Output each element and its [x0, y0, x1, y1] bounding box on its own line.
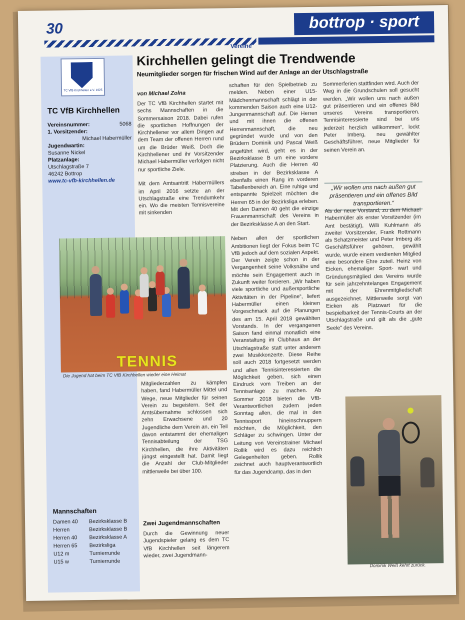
child-figure: [156, 271, 165, 295]
page-number: 30: [46, 20, 63, 38]
article-column-3: Sommerferien stattfinden wird. Auch der Weg in die Grundschulen soll gesucht werden. „Wir wollen uns nach außen gut präsentieren und ein offenes Bild unseres Vereins transportieren. Tennisinteressierte sind bei uns jederzeit herzlich willkommen“, lockt Peter Imberg, neu gewählter Geschäftsführer, neue Mitglieder für seinen Verein an.: [322, 80, 420, 154]
youth-label: Jugendwartin:: [47, 143, 85, 150]
article-author: von Michael Zolna: [137, 90, 186, 98]
team-row: U12 m Turnierrunde: [53, 550, 121, 558]
members-label: Vereinsnummer:: [47, 122, 90, 129]
pull-quote: „Wir wollen uns nach außen gut präsentieren und ein offenes Bild transportieren.“: [324, 181, 422, 210]
article-subtitle: Neumitglieder sorgen für frischen Wind auf der Anlage an der Utschlagstraße: [136, 68, 369, 79]
coach-figure: [177, 267, 190, 309]
club-details: [47, 121, 132, 185]
team-row: Herren 65 Bezirksliga: [53, 542, 116, 550]
team-row: Herren Bezirksklasse B: [53, 526, 128, 534]
section-label: Vereine: [230, 43, 252, 51]
team-row: Herren 40 Bezirksklasse A: [53, 534, 128, 542]
child-figure: [140, 273, 149, 297]
chair-label: 1. Vorsitzender:: [47, 129, 88, 136]
article-title: Kirchhellen gelingt die Trendwende: [136, 50, 356, 69]
photo-caption: Dominik Weiß kehrt zurück.: [369, 562, 426, 569]
article-column-1-end: Durch die Gewinnung neuer Jugendspieler gelang es dem TC VfB Kirchhellen seit längerem wieder, zwei Jugendmann-: [143, 530, 230, 560]
child-figure: [198, 290, 207, 314]
coach-figure: [90, 274, 103, 316]
article-column-3-continued: Als der neue Vorstand, zu dem Michael Habermüller als erster Vorsitzender (im Amt bestätigt), Willi Kuhlmann als zweiter Vorsitzender, Frank Rottmann als Schatzmeister und Peter Imberg als Geschäftsführer gehören, gewählt wurde, wurde einem verdienten Mitglied eine besondere Ehre zuteil. Heinz von Eicken, ehemaliger Sport- wart und Gründungsmitglied des Vereins wurde für sein jahrzehntelanges Engagement mit der Ehrenmitgliedschaft ausgezeichnet. Mittlerweile sorgt van Eicken als Platzwart für die bespielbarkeit der Tennis-Courts an der Utschlagstraße und gilt als die „gute Seele“ des Vereins.: [324, 207, 423, 332]
tennis-ball-icon: [407, 408, 413, 414]
tennis-ball-lettering: TENNIS: [116, 352, 178, 371]
address-label: Platzanlage:: [47, 157, 80, 164]
player-shorts: [378, 476, 400, 496]
youth-team-photo: [59, 236, 227, 372]
members-value: 5068: [119, 121, 132, 128]
child-figure: [162, 293, 171, 317]
chair-value: Michael Habermüller: [82, 135, 132, 143]
player-legs: [381, 496, 400, 538]
spectator-figure: [420, 457, 434, 487]
header-stripe: [44, 38, 256, 51]
child-figure: [120, 290, 129, 314]
magazine-page: [18, 5, 456, 601]
child-figure: [134, 295, 143, 319]
header-bar: [258, 35, 434, 44]
spectator-figure: [350, 456, 364, 486]
racket-icon: [402, 421, 420, 443]
article-column-2: schaften für den Spielbetrieb zu melden. Neben einer U15-Mädchenmannschaft schlägt in der kommenden Saison auch eine U12-Jungenmannschaft auf. Die Herren und mit ihnen die offenen Herrenmannschaft, die neu gegründet wurde und von den Brüdern Dominik und Pascal Weiß angeführt wird, geht es in der Bezirksklasse B um eine vordere Platzierung. Auch die Herren 40 streben in der Bezirksklasse A ebenfalls einen Rang im vorderen Tabellenbereich an. Eine ruhige und entspannte Spielzeit möchten die Herren 65 in der Bezirksliga erleben. Mit den Damen 40 geht die einzige Frauenmannschaft des Vereins in der Bezirksklasse A an den Start. Neben allen der sportlichen Ambitionen liegt der Fokus beim TC VfB jedoch auf dem sozialen Aspekt. Der Verein zeigte schon in der Vergangenheit seine Volksnähe und möchte sein Engagement auch in Zukunft weiter forcieren. „Wir haben viele sportliche und außersportliche Aktivitäten in der Pipeline“, liefert Habermüller einen kleinen Vorgeschmack auf die Planungen des am 15. April 2018 gewählten Vorstands. In der vergangenen Saison fand einmal monatlich eine Veranstaltung im Clubhaus an der Utschlagstraße statt unter anderem zwei Musikkonzerte. Diese Reihe soll auch 2018 fortgesetzt werden und allen Tennisinteressierten die Möglichkeit geben, sich einen Eindruck vom Treiben an der Tennisanlage zu machen. Ab Sommer 2018 bieten die VfB-Verantwortlichen zudem jeden Sonntag allen, die mal in den Tennissport hineinschnuppern möchten, die Möglichkeit, den Schläger zu schwingen. Unter der Leitung von Vereinstrainer Michael Rollik wird es dazu reichlich Gelegenheiten geben. Rollik zeichnet auch hauptverantwortlich für das Jugendcamp, das in den: [228, 81, 323, 476]
teams-list: [53, 517, 138, 566]
article-subheading: Zwei Jugendmannschaften: [143, 520, 221, 528]
team-row: U15 w Turnierrunde: [53, 558, 121, 566]
youth-value: Susanne Nickel: [47, 150, 86, 157]
club-name: TC VfB Kirchhellen: [47, 105, 120, 116]
brand-title: bottrop · sport: [294, 11, 434, 35]
article-column-1: Der TC VfB Kirchhellen startet mit sechs Mannschaften in die Sommersaison 2018. Dabei rufen die sportlichen Hoffnungen der Kirchhellener vor allem Dingen auf dem Team der offenen Herren rund um die Brüder Weiß. Doch die Kirchhellener und ihr Vorsitzender Michael Habermüller verfolgen nicht nur sportliche Ziele. Mit dem Amtsantritt Habermüllers im April 2016 setzte an der Utschlagstraße eine Trendumkehr ein. Wo die meisten Tennisvereine mit sinkenden: [137, 100, 225, 217]
address-line2: 46242 Bottrop: [48, 171, 83, 178]
address-line1: Utschlagstraße 7: [48, 164, 89, 171]
shield-icon: [71, 62, 93, 88]
teams-heading: Mannschaften: [52, 507, 97, 516]
logo-text: TC VfB Kirchhellen e.V. 1925: [63, 87, 103, 93]
article-column-1-continued: Mitgliederzahlen zu kämpfen haben, fand Habermüller Mittel und Wege, neue Mitglieder für seinen Verein zu begeistern. Seit der Amtsübernahme schlossen sich zehn Erwachsene und 20 Jugendliche dem Verein an, ein Teil davon entstammt der ehemaligen Tennisabteilung der TSG Kirchhellen, die ihre Aktivitäten jüngst eingestellt hat. Damit liegt die Anzahl der Club-Mitglieder mittlerweile bei über 100.: [141, 380, 229, 475]
website-link[interactable]: www.tc-vfb-kirchhellen.de: [48, 177, 115, 185]
tennis-player: [378, 430, 401, 476]
photo-caption: Die Jugend hat beim TC VfB Kirchhellen wieder eine Heimat: [62, 371, 186, 379]
club-logo: [61, 58, 106, 97]
child-figure: [106, 294, 115, 318]
team-row: Damen 40 Bezirksklasse B: [53, 518, 128, 526]
player-photo: [345, 395, 443, 564]
